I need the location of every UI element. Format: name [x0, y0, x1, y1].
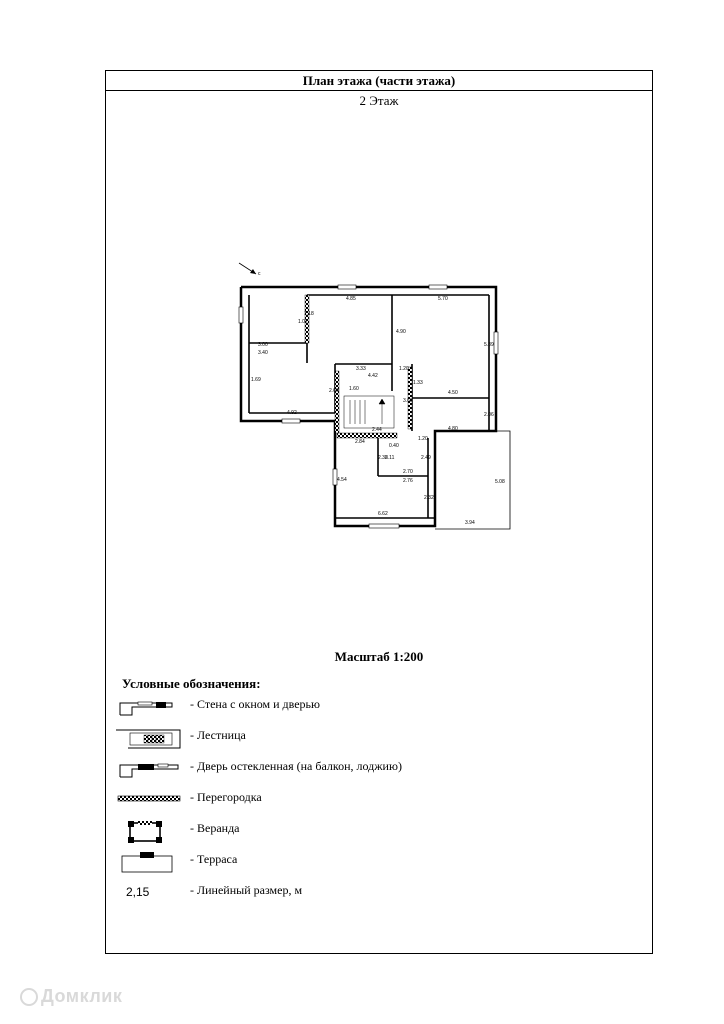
dim-label: 3.33: [356, 366, 366, 372]
dim-label: 5.70: [438, 296, 448, 302]
dim-label: 1.69: [251, 377, 261, 383]
dim-label: 4.80: [448, 426, 458, 432]
dim-label: 2.49: [421, 455, 431, 461]
dim-label: 5.08: [495, 479, 505, 485]
legend-item-stair: [114, 724, 634, 750]
dim-label: 2.38: [378, 455, 388, 461]
document-title: План этажа (части этажа): [106, 71, 652, 91]
inner-walls: [249, 295, 489, 518]
legend-label: - Лестница: [190, 728, 246, 742]
dim-label: 3.94: [465, 520, 475, 526]
legend-item-glazed-door: [114, 755, 634, 781]
dim-label: 4.50: [448, 390, 458, 396]
dim-label: 2.11: [385, 455, 395, 461]
watermark-text: Домклик: [41, 986, 123, 1006]
north-mark: с: [258, 271, 261, 277]
staircase: [344, 396, 394, 428]
windows: [239, 285, 498, 528]
dim-label: 2.76: [403, 478, 413, 484]
legend-item-dimension: [114, 879, 634, 905]
legend-item-partition: [114, 786, 634, 812]
dim-label: 3.00: [258, 342, 268, 348]
dimension-labels: [251, 296, 505, 526]
dim-label: 1.02: [298, 319, 308, 325]
dim-label: 2.06: [484, 412, 494, 418]
wall-symbol-icon: [114, 693, 184, 719]
legend-label: - Веранда: [190, 821, 240, 835]
dim-label: 1.33: [413, 380, 423, 386]
dim-label: 3.40: [258, 350, 268, 356]
dim-label: 2.70: [403, 469, 413, 475]
floor-plan: [106, 71, 654, 541]
sample-dimension: 2,15: [126, 885, 150, 899]
dim-label: 4.92: [287, 410, 297, 416]
dim-label: 2.84: [355, 439, 365, 445]
dim-label: 1.20: [399, 366, 409, 372]
dim-label: 1.20: [418, 436, 428, 442]
legend-label: - Терраса: [190, 852, 238, 866]
legend-item-wall: [114, 693, 634, 719]
dim-label: 4.54: [337, 477, 347, 483]
veranda-symbol-icon: [114, 817, 184, 843]
dim-label: 1.60: [349, 386, 359, 392]
stair-symbol-icon: [114, 724, 184, 750]
scale-label: Масштаб 1:200: [334, 649, 424, 664]
dim-label: 6.62: [378, 511, 388, 517]
dim-label: 4.90: [396, 329, 406, 335]
glazed-door-symbol-icon: [114, 755, 184, 781]
dim-label: 4.42: [368, 373, 378, 379]
legend-title: Условные обозначения:: [122, 676, 261, 691]
outer-walls: [241, 287, 496, 526]
legend-item-terrace: [114, 848, 634, 874]
dim-label: 5.89: [484, 342, 494, 348]
floor-label: 2 Этаж: [359, 93, 399, 108]
dim-label: 2.44: [372, 427, 382, 433]
legend-label: - Стена с окном и дверью: [190, 697, 320, 711]
dim-label: 4.85: [346, 296, 356, 302]
partition-symbol-icon: [114, 786, 184, 812]
dim-label: 2.60: [329, 388, 339, 394]
dim-label: 2.32: [424, 495, 434, 501]
document-frame: [105, 70, 653, 954]
legend-label: - Дверь остекленная (на балкон, лоджию): [190, 759, 402, 773]
legend-label: - Линейный размер, м: [190, 883, 303, 897]
legend-label: - Перегородка: [190, 790, 262, 804]
dim-label: 1.18: [304, 311, 314, 317]
domclick-watermark: [20, 986, 122, 1007]
terrace-symbol-icon: [114, 848, 184, 874]
dim-label: 0.40: [389, 443, 399, 449]
north-arrow-icon: [239, 263, 261, 277]
domclick-logo-icon: [20, 988, 38, 1006]
dim-label: 3.63: [403, 398, 413, 404]
legend-item-veranda: [114, 817, 634, 843]
